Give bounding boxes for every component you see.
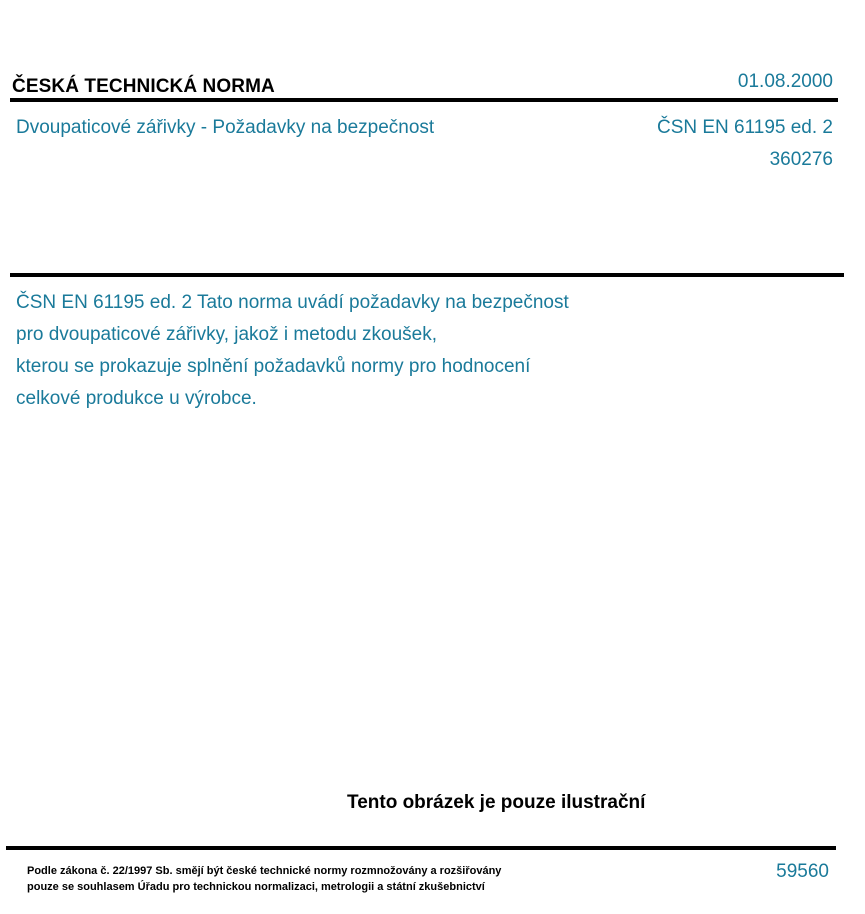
issue-date: 01.08.2000 [737, 71, 833, 92]
illustrative-notice: Tento obrázek je pouze ilustrační [347, 792, 646, 813]
abstract-line: kterou se prokazuje splnění požadavků normy pro hodnocení [16, 356, 531, 377]
footer-divider [6, 846, 836, 850]
legal-line: Podle zákona č. 22/1997 Sb. smějí být české technické normy rozmnožovány a rozšiřovány [27, 865, 502, 877]
header-divider [10, 98, 838, 102]
document-type-title: ČESKÁ TECHNICKÁ NORMA [12, 76, 275, 97]
standard-id: ČSN EN 61195 ed. 2 [656, 117, 833, 138]
abstract [16, 287, 676, 415]
abstract-line: ČSN EN 61195 ed. 2 Tato norma uvádí požadavky na bezpečnost [16, 292, 569, 313]
legal-notice [27, 863, 501, 895]
abstract-line: pro dvoupaticové zářivky, jakož i metodu zkoušek, [16, 324, 438, 345]
abstract-line: celkové produkce u výrobce. [16, 388, 257, 409]
legal-line: pouze se souhlasem Úřadu pro technickou normalizaci, metrologii a státní zkušebnictví [27, 881, 485, 893]
section-divider [10, 273, 844, 277]
standard-classification: 360276 [769, 149, 833, 170]
catalog-number: 59560 [776, 861, 829, 882]
standard-subject: Dvoupaticové zářivky - Požadavky na bezpečnost [16, 117, 435, 138]
